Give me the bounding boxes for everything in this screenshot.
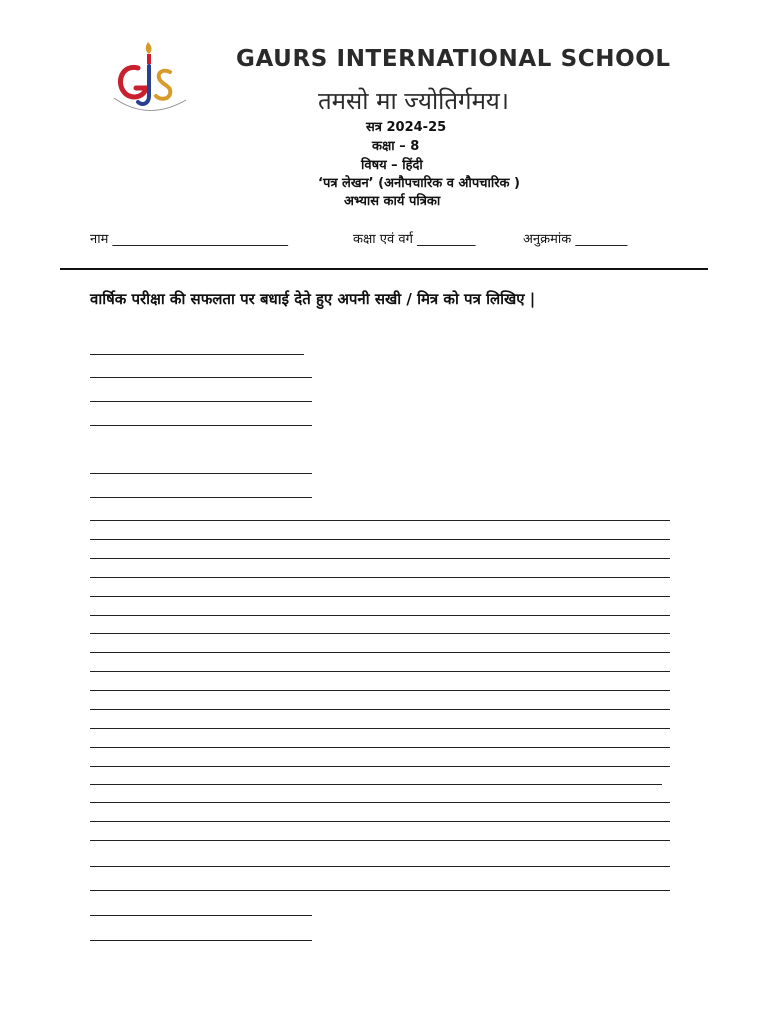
- session: सत्र 2024-25: [366, 120, 447, 135]
- writing-line: [90, 377, 312, 378]
- writing-line: [90, 802, 670, 803]
- worksheet-title: अभ्यास कार्य पत्रिका: [344, 194, 441, 209]
- question-text: वार्षिक परीक्षा की सफलता पर बधाई देते हुए अपनी सखी / मित्र को पत्र लिखिए |: [90, 290, 536, 308]
- writing-line: [90, 728, 670, 729]
- writing-line: [90, 709, 670, 710]
- school-logo: [108, 38, 192, 120]
- torch-icon: [147, 54, 151, 64]
- writing-line: [90, 539, 670, 540]
- writing-line: [90, 940, 312, 941]
- roll-number-field: अनुक्रमांक ________: [523, 232, 628, 247]
- writing-line: [90, 766, 670, 767]
- writing-line: [90, 520, 670, 521]
- writing-line: [90, 596, 670, 597]
- writing-line: [90, 401, 312, 402]
- writing-line: [90, 425, 312, 426]
- writing-line: [90, 633, 670, 634]
- torch-flame-icon: [146, 42, 152, 54]
- writing-line: [90, 866, 670, 867]
- writing-line: [90, 558, 670, 559]
- writing-line: [90, 577, 670, 578]
- header-divider: [60, 268, 708, 270]
- writing-line: [90, 473, 312, 474]
- school-name: GAURS INTERNATIONAL SCHOOL: [236, 46, 671, 72]
- school-motto: तमसो मा ज्योतिर्गमय।: [318, 87, 509, 115]
- subject-label: विषय – हिंदी: [361, 158, 423, 173]
- writing-line: [90, 784, 662, 785]
- class-label: कक्षा – 8: [372, 139, 420, 154]
- class-section-field: कक्षा एवं वर्ग _________: [353, 232, 476, 247]
- writing-line: [90, 615, 670, 616]
- writing-line: [90, 671, 670, 672]
- writing-line: [90, 690, 670, 691]
- name-field: नाम ___________________________: [90, 232, 288, 247]
- writing-line: [90, 354, 304, 355]
- writing-line: [90, 747, 670, 748]
- writing-line: [90, 652, 670, 653]
- logo-g-letter: [120, 67, 146, 97]
- writing-line: [90, 821, 670, 822]
- writing-line: [90, 497, 312, 498]
- writing-line: [90, 890, 670, 891]
- logo-s-letter: [156, 71, 170, 99]
- writing-line: [90, 840, 670, 841]
- writing-line: [90, 915, 312, 916]
- topic-label: ‘पत्र लेखन’ (अनौपचारिक व औपचारिक ): [318, 176, 521, 191]
